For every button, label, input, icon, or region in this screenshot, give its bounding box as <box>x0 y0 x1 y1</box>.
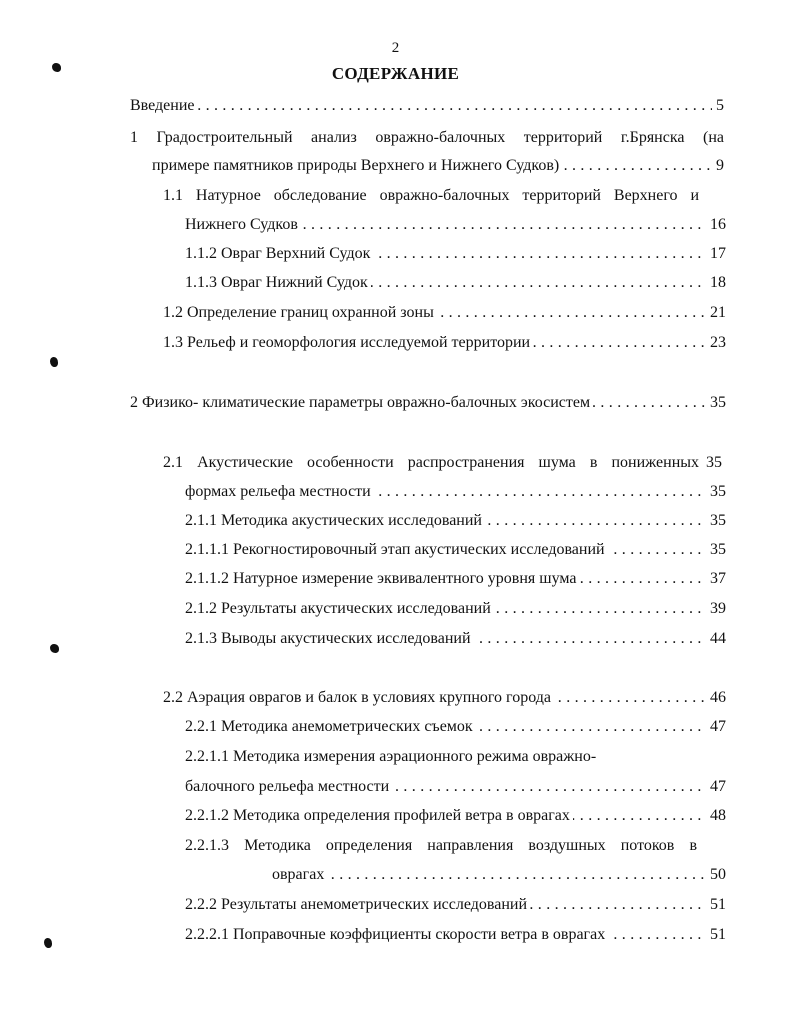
toc-entry-text: 2.1.1 Методика акустических исследований <box>185 512 485 529</box>
toc-entry-text: 2.2.2 Результаты анемометрических исследований <box>185 896 530 913</box>
toc-entry-text: 2.1.3 Выводы акустических исследований <box>185 630 474 647</box>
toc-entry-text: примере памятников природы Верхнего и Нижнего Судков) <box>152 157 562 174</box>
toc-entry-text: 2.2.1 Методика анемометрических съемок <box>185 718 476 735</box>
toc-entry-text: 2.1.2 Результаты акустических исследований <box>185 600 494 617</box>
toc-entry-page: 35 <box>706 454 722 471</box>
toc-entry-page: 39 <box>706 598 726 620</box>
toc-entry-page: 47 <box>706 716 726 738</box>
toc-entry-text: 2.2.1.2 Методика определения профилей ветра в оврагах <box>185 807 573 824</box>
toc-entry-page: 44 <box>706 628 726 650</box>
toc-entry-text: 1.1 Натурное обследование овражно-балочных территорий Верхнего и <box>163 187 699 204</box>
toc-entry <box>185 481 726 503</box>
toc-entry-page: 16 <box>706 214 726 236</box>
toc-entry <box>185 776 726 798</box>
scan-mark <box>50 357 58 367</box>
toc-entry-page: 9 <box>712 155 724 177</box>
page-number: 2 <box>391 40 400 56</box>
scan-mark <box>50 644 59 653</box>
scan-mark <box>52 63 61 72</box>
toc-entry <box>185 272 726 294</box>
toc-entry <box>163 332 726 354</box>
toc-entry <box>163 302 726 324</box>
toc-entry <box>185 214 726 236</box>
toc-entry-text: 1.1.3 Овраг Нижний Судок <box>185 274 371 291</box>
toc-entry-text: 2.1.1.2 Натурное измерение эквивалентного уровня шума <box>185 570 580 587</box>
toc-entry <box>185 894 726 916</box>
toc-entry <box>185 568 726 590</box>
toc-entry <box>185 805 726 827</box>
scan-mark <box>44 938 52 948</box>
toc-entry-text: 2.2.1.3 Методика определения направления воздушных потоков в <box>185 837 697 854</box>
toc-entry-page: 35 <box>706 510 726 532</box>
toc-entry-text: 1.2 Определение границ охранной зоны <box>163 304 437 321</box>
toc-entry-text: 1.3 Рельеф и геоморфология исследуемой территории <box>163 334 533 351</box>
toc-entry <box>130 392 726 414</box>
toc-entry-page: 5 <box>712 95 724 117</box>
toc-entry <box>185 628 726 650</box>
toc-entry-page: 50 <box>706 864 726 886</box>
toc-entry-text: оврагах <box>272 866 327 883</box>
toc-entry <box>163 687 726 709</box>
toc-entry-text: 2 Физико- климатические параметры овражно-балочных экосистем <box>130 394 593 411</box>
toc-entry <box>185 716 726 738</box>
toc-entry <box>152 155 724 177</box>
toc-entry-text: 2.2.1.1 Методика измерения аэрационного режима овражно- <box>185 748 597 765</box>
toc-entry-page: 51 <box>706 894 726 916</box>
toc-entry-page: 17 <box>706 243 726 265</box>
toc-entry-page: 18 <box>706 272 726 294</box>
toc-entry-text: балочного рельефа местности <box>185 778 392 795</box>
toc-entry-text: 1.1.2 Овраг Верхний Судок <box>185 245 373 262</box>
toc-entry <box>185 924 726 946</box>
toc-entry-page: 35 <box>706 481 726 503</box>
page-title: СОДЕРЖАНИЕ <box>331 64 460 83</box>
toc-entry <box>130 95 724 117</box>
toc-entry-text: 2.1 Акустические особенности распространения шума в пониженных <box>163 454 699 471</box>
toc-entry <box>185 539 726 561</box>
toc-entry-page: 37 <box>706 568 726 590</box>
toc-entry <box>185 243 726 265</box>
toc-entry-page: 35 <box>706 392 726 414</box>
toc-entry-text: 2.2 Аэрация оврагов и балок в условиях крупного города <box>163 689 554 706</box>
toc-entry-page: 51 <box>706 924 726 946</box>
toc-entry-text: 2.2.2.1 Поправочные коэффициенты скорости ветра в оврагах <box>185 926 608 943</box>
toc-entry-page: 48 <box>706 805 726 827</box>
toc-entry <box>185 510 726 532</box>
toc-entry-text: 1 Градостроительный анализ овражно-балочных территорий г.Брянска (на <box>130 129 724 146</box>
toc-entry <box>272 864 726 886</box>
toc-entry-text: 2.1.1.1 Рекогностировочный этап акустических исследований <box>185 541 608 558</box>
toc-entry-page: 35 <box>706 539 726 561</box>
toc-entry-page: 23 <box>706 332 726 354</box>
toc-entry-page: 21 <box>706 302 726 324</box>
toc-entry-page: 47 <box>706 776 726 798</box>
toc-entry-text: формах рельефа местности <box>185 483 374 500</box>
toc-entry <box>185 598 726 620</box>
toc-entry-text: Введение <box>130 97 198 114</box>
toc-entry-page: 46 <box>706 687 726 709</box>
toc-entry-text: Нижнего Судков <box>185 216 301 233</box>
